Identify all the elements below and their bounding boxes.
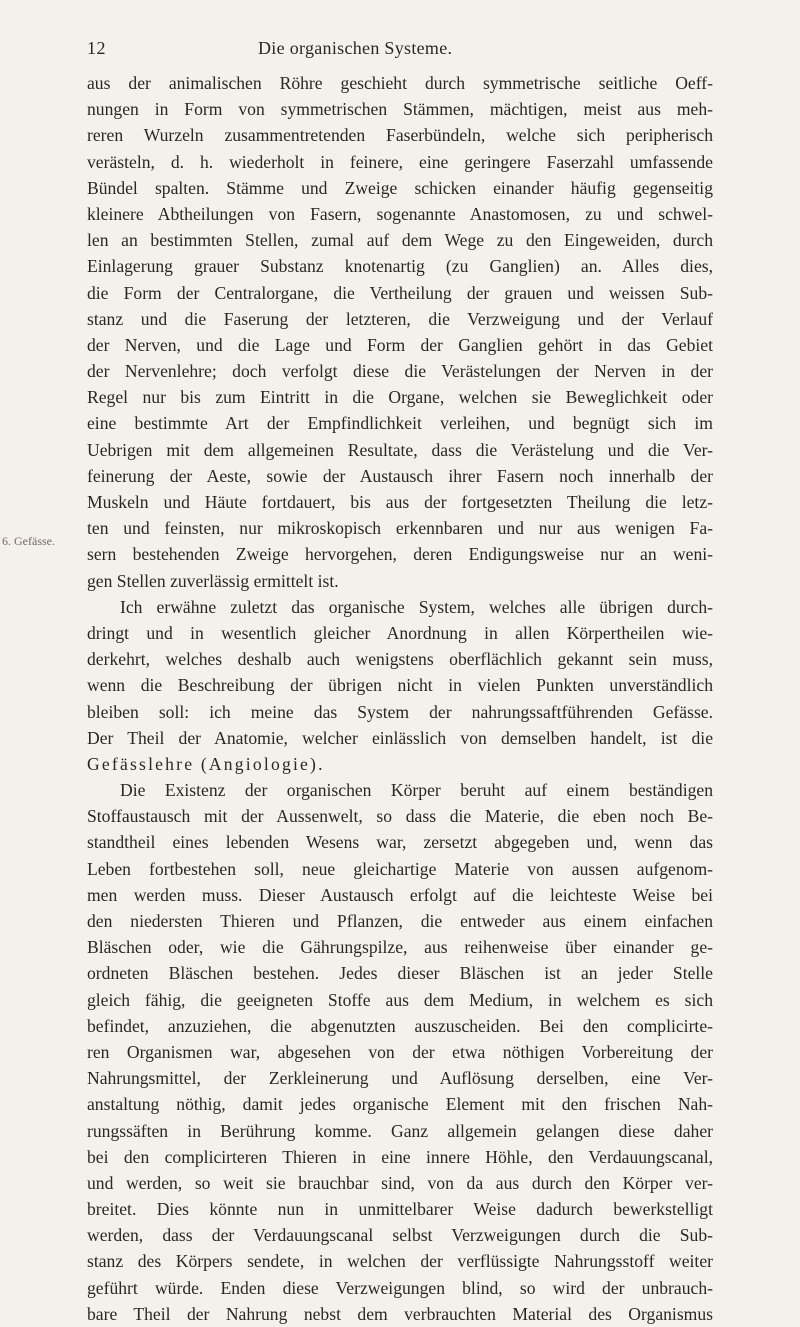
text-line: der Nerven, und die Lage und Form der Ganglien gehört in das Gebiet bbox=[87, 334, 713, 355]
text-line: stanz und die Faserung der letzteren, die Verzweigung und der Verlauf bbox=[87, 308, 713, 329]
text-line: die Form der Centralorgane, die Vertheilung der grauen und weissen Sub- bbox=[87, 282, 713, 303]
text-line: eine bestimmte Art der Empfindlichkeit verleihen, und begnügt sich im bbox=[87, 413, 713, 434]
text-line: kleinere Abtheilungen von Fasern, sogenannte Anastomosen, zu und schwel- bbox=[87, 203, 713, 224]
page-header bbox=[0, 38, 800, 68]
text-line: Ich erwähne zuletzt das organische System, welches alle übrigen durch- bbox=[120, 596, 713, 617]
text-line: Gefässlehre (Angiologie). bbox=[87, 753, 325, 774]
margin-note: 6. Gefässe. bbox=[2, 534, 55, 548]
page-number: 12 bbox=[87, 38, 106, 58]
text-line: der Nervenlehre; doch verfolgt diese die Verästelungen der Nerven in der bbox=[87, 361, 713, 382]
text-line: breitet. Dies könnte nun in unmittelbarer Weise dadurch bewerkstelligt bbox=[87, 1199, 713, 1220]
text-line: befindet, anzuziehen, die abgenutzten auszuscheiden. Bei den complicirte- bbox=[87, 1015, 713, 1036]
running-head: Die organischen Systeme. bbox=[258, 38, 453, 58]
text-line: derkehrt, welches deshalb auch wenigstens oberflächlich gekannt sein muss, bbox=[87, 649, 713, 670]
text-line: Nahrungsmittel, der Zerkleinerung und Auflösung derselben, eine Ver- bbox=[87, 1068, 713, 1089]
text-line: den niedersten Thieren und Pflanzen, die entweder aus einem einfachen bbox=[87, 911, 713, 931]
text-line: und werden, so weit sie brauchbar sind, von da aus durch den Körper ver- bbox=[87, 1172, 713, 1193]
text-line: ren Organismen war, abgesehen von der etwa nöthigen Vorbereitung der bbox=[87, 1041, 713, 1062]
text-line: standtheil eines lebenden Wesens war, zersetzt abgegeben und, wenn das bbox=[87, 832, 713, 853]
text-line: stanz des Körpers sendete, in welchen der verflüssigte Nahrungsstoff weiter bbox=[87, 1251, 713, 1272]
text-line: ordneten Bläschen bestehen. Jedes dieser Bläschen ist an jeder Stelle bbox=[87, 963, 713, 984]
body-text bbox=[87, 70, 713, 1327]
text-line: len an bestimmten Stellen, zumal auf dem Wege zu den Eingeweiden, durch bbox=[87, 230, 713, 251]
text-line: men werden muss. Dieser Austausch erfolgt auf die leichteste Weise bei bbox=[87, 884, 713, 905]
text-line: Der Theil der Anatomie, welcher einlässlich von demselben handelt, ist die bbox=[87, 727, 713, 748]
text-line: Muskeln und Häute fortdauert, bis aus der fortgesetzten Theilung die letz- bbox=[87, 492, 713, 512]
text-line: Bündel spalten. Stämme und Zweige schicken einander häufig gegenseitig bbox=[87, 177, 713, 198]
text-line: Leben fortbestehen soll, neue gleichartige Materie von aussen aufgenom- bbox=[87, 858, 713, 879]
text-line: aus der animalischen Röhre geschieht durch symmetrische seitliche Oeff- bbox=[87, 73, 713, 93]
text-line: nungen in Form von symmetrischen Stämmen, mächtigen, meist aus meh- bbox=[87, 99, 713, 120]
text-line: gen Stellen zuverlässig ermittelt ist. bbox=[87, 570, 339, 591]
text-line: sern bestehenden Zweige hervorgehen, deren Endigungsweise nur an weni- bbox=[87, 544, 713, 565]
text-line: Uebrigen mit dem allgemeinen Resultate, dass die Verästelung und die Ver- bbox=[87, 439, 713, 460]
text-line: Einlagerung grauer Substanz knotenartig (zu Ganglien) an. Alles dies, bbox=[87, 256, 713, 277]
text-line: gleich fähig, die geeigneten Stoffe aus dem Medium, in welchem es sich bbox=[87, 989, 713, 1010]
text-line: Regel nur bis zum Eintritt in die Organe, welchen sie Beweglichkeit oder bbox=[87, 387, 713, 408]
text-line: anstaltung nöthig, damit jedes organische Element mit den frischen Nah- bbox=[87, 1094, 713, 1115]
text-line: bare Theil der Nahrung nebst dem verbrauchten Material des Organismus bbox=[87, 1303, 713, 1324]
text-line: rungssäften in Berührung komme. Ganz allgemein gelangen diese daher bbox=[87, 1120, 713, 1141]
text-line: Stoffaustausch mit der Aussenwelt, so dass die Materie, die eben noch Be- bbox=[87, 806, 713, 827]
text-line: werden, dass der Verdauungscanal selbst Verzweigungen durch die Sub- bbox=[87, 1225, 713, 1246]
text-line: ten und feinsten, nur mikroskopisch erkennbaren und nur aus wenigen Fa- bbox=[87, 518, 713, 539]
text-line: geführt würde. Enden diese Verzweigungen blind, so wird der unbrauch- bbox=[87, 1277, 713, 1298]
text-line: feinerung der Aeste, sowie der Austausch ihrer Fasern noch innerhalb der bbox=[87, 465, 713, 486]
text-line: verästeln, d. h. wiederholt in feinere, eine geringere Faserzahl umfassende bbox=[87, 151, 713, 172]
text-line: wenn die Beschreibung der übrigen nicht in vielen Punkten unverständlich bbox=[87, 675, 713, 696]
text-line: bei den complicirteren Thieren in eine innere Höhle, den Verdauungscanal, bbox=[87, 1146, 713, 1167]
text-line: Bläschen oder, wie die Gährungspilze, aus reihenweise über einander ge- bbox=[87, 937, 713, 958]
text-line: dringt und in wesentlich gleicher Anordnung in allen Körpertheilen wie- bbox=[87, 622, 713, 643]
text-line: bleiben soll: ich meine das System der nahrungssaftführenden Gefässe. bbox=[87, 701, 713, 722]
text-line: Die Existenz der organischen Körper beruht auf einem beständigen bbox=[120, 780, 713, 801]
text-line: reren Wurzeln zusammentretenden Faserbündeln, welche sich peripherisch bbox=[87, 125, 713, 146]
